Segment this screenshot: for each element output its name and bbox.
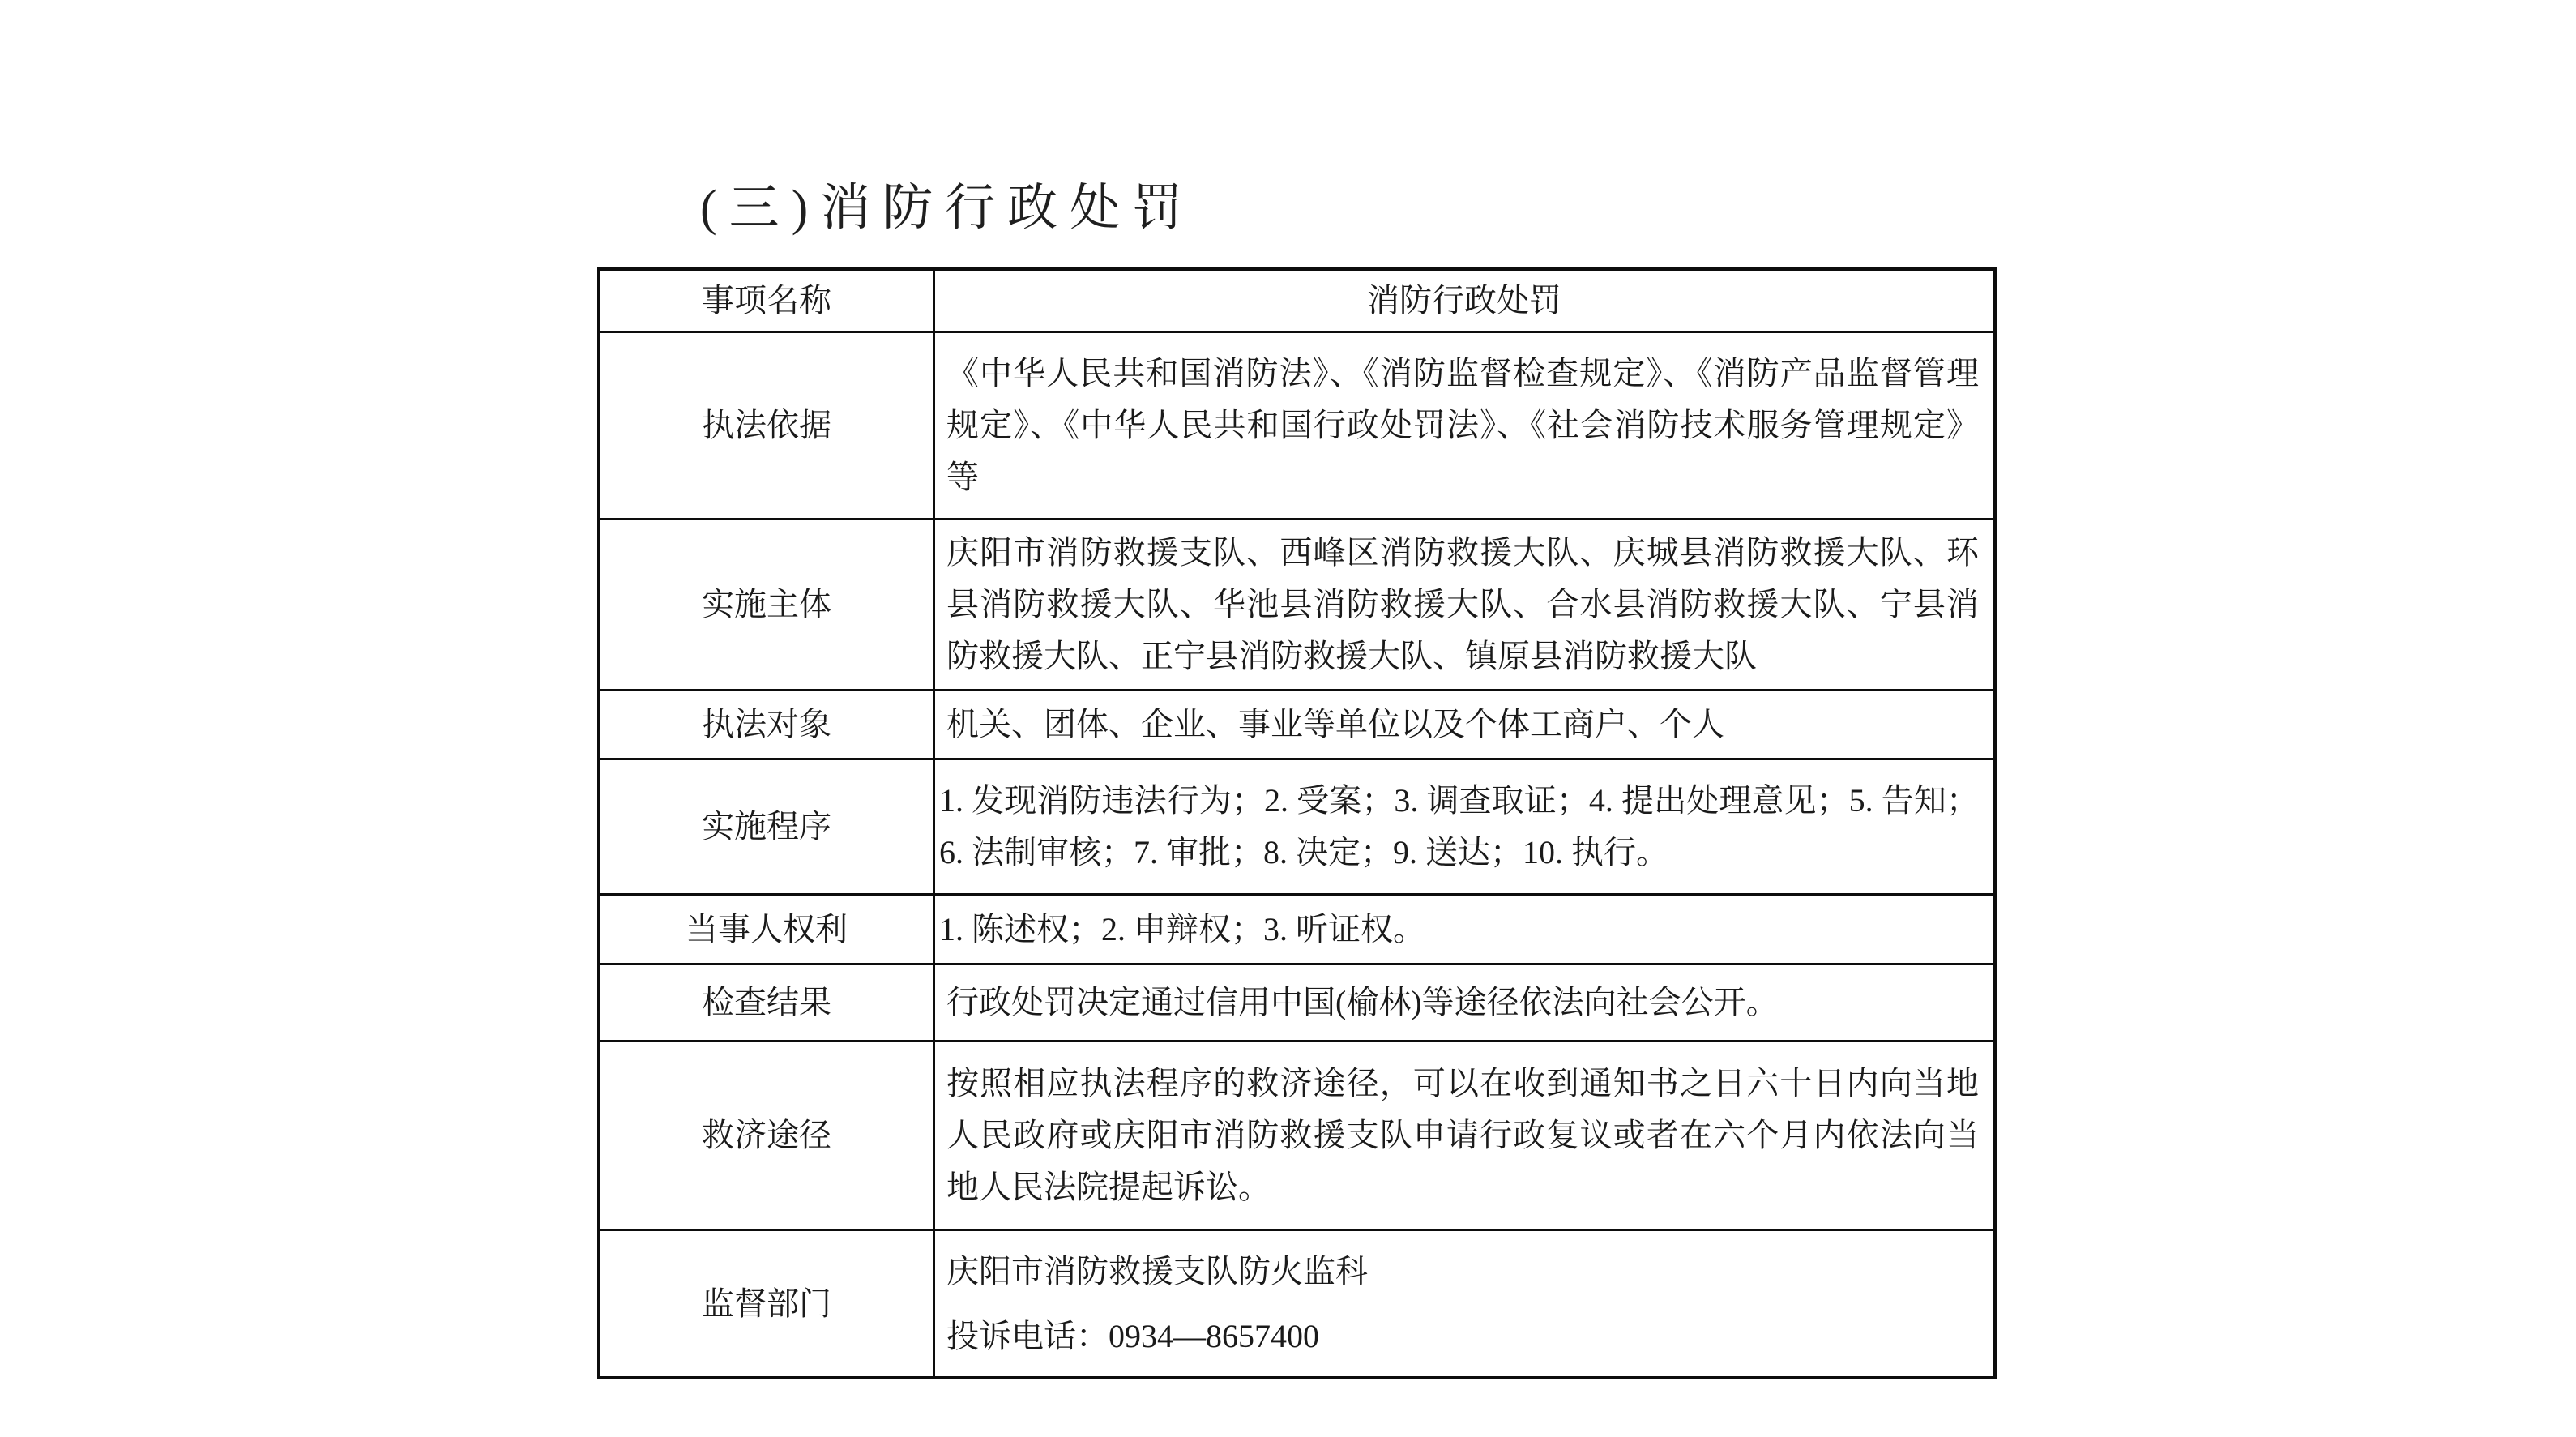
row-value: 行政处罚决定通过信用中国(榆林)等途径依法向社会公开。 [934,964,1996,1041]
table-row-legal-basis [599,332,1995,520]
table-row-supervising-department [599,1230,1995,1379]
row-value: 按照相应执法程序的救济途径，可以在收到通知书之日六十日内向当地人民政府或庆阳市消防救援支队申请行政复议或者在六个月内依法向当地人民法院提起诉讼。 [934,1041,1996,1230]
header-row [599,269,1995,332]
table-row-enforcement-targets [599,691,1995,759]
table-row-relief-channels [599,1041,1995,1230]
table-row-inspection-result [599,964,1995,1041]
row-label: 执法依据 [599,332,934,520]
row-value: 机关、团体、企业、事业等单位以及个体工商户、个人 [934,691,1996,759]
supervising-department-name: 庆阳市消防救援支队防火监科 [946,1252,1368,1289]
table-row-procedure [599,759,1995,895]
row-value: 《中华人民共和国消防法》、《消防监督检查规定》、《消防产品监督管理规定》、《中华人民共和国行政处罚法》、《社会消防技术服务管理规定》等 [934,332,1996,520]
row-label: 实施主体 [599,520,934,691]
row-value [934,1230,1996,1379]
header-label-cell: 事项名称 [599,269,934,332]
complaint-phone: 投诉电话：0934—8657400 [946,1317,1319,1354]
fire-penalty-info-table [597,267,1997,1379]
row-value: 1. 陈述权；2. 申辩权；3. 听证权。 [934,895,1996,964]
table-row-party-rights [599,895,1995,964]
row-label: 检查结果 [599,964,934,1041]
row-label: 监督部门 [599,1230,934,1379]
row-label: 执法对象 [599,691,934,759]
row-value: 1. 发现消防违法行为；2. 受案；3. 调查取证；4. 提出处理意见；5. 告知；6. 法制审核；7. 审批；8. 决定；9. 送达；10. 执行。 [934,759,1996,895]
table-row-implementing-body [599,520,1995,691]
row-label: 实施程序 [599,759,934,895]
row-label: 当事人权利 [599,895,934,964]
header-value-cell: 消防行政处罚 [934,269,1996,332]
row-label: 救济途径 [599,1041,934,1230]
document-title: (三)消防行政处罚 [700,181,1195,236]
row-value: 庆阳市消防救援支队、西峰区消防救援大队、庆城县消防救援大队、环县消防救援大队、华池县消防救援大队、合水县消防救援大队、宁县消防救援大队、正宁县消防救援大队、镇原县消防救援大队 [934,520,1996,691]
